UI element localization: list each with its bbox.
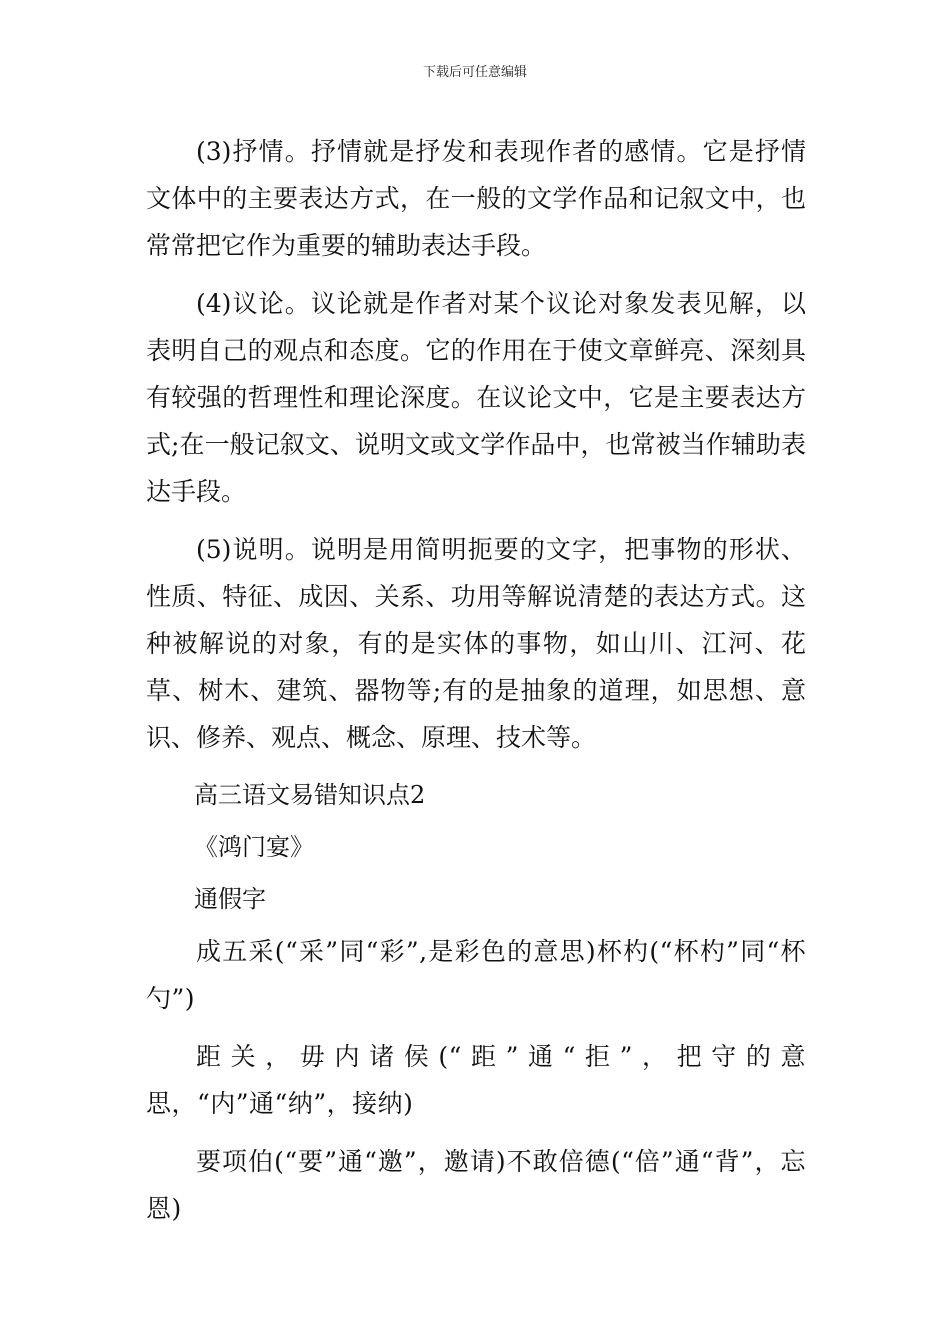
subheading-tongjiazi: 通假字 [194, 885, 266, 913]
paragraph-expression-argument: (4)议论。议论就是作者对某个议论对象发表见解，以表明自己的观点和态度。它的作用在于使文章鲜亮、深刻具有较强的哲理性和理论深度。在议论文中，它是主要表达方式;在一般记叙文、说明文或文学作品中，也常被当作辅助表达手段。 [146, 289, 806, 506]
lesson-title: 《鸿门宴》 [194, 833, 314, 861]
example-paragraph: 成五采(“采”同“彩”,是彩色的意思)杯杓(“杯杓”同“杯勺”) [146, 937, 806, 1013]
example-paragraph: 距关，毋内诸侯(“距”通“拒”，把守的意思，“内”通“纳”，接纳) [146, 1042, 806, 1118]
example-paragraph: 要项伯(“要”通“邀”，邀请)不敢倍德(“倍”通“背”，忘恩) [146, 1147, 806, 1223]
document-body [146, 128, 806, 1243]
paragraph-expression-lyric: (3)抒情。抒情就是抒发和表现作者的感情。它是抒情文体中的主要表达方式，在一般的文学作品和记叙文中，也常常把它作为重要的辅助表达手段。 [146, 137, 806, 260]
paragraph-expression-explanation: (5)说明。说明是用简明扼要的文字，把事物的形状、性质、特征、成因、关系、功用等解说清楚的表达方式。这种被解说的对象，有的是实体的事物，如山川、江河、花草、树木、建筑、器物等;有的是抽象的道理，如思想、意识、修养、观点、概念、原理、技术等。 [146, 535, 806, 752]
section-title: 高三语文易错知识点2 [194, 781, 426, 809]
page-header: 下载后可任意编辑 [422, 65, 527, 80]
